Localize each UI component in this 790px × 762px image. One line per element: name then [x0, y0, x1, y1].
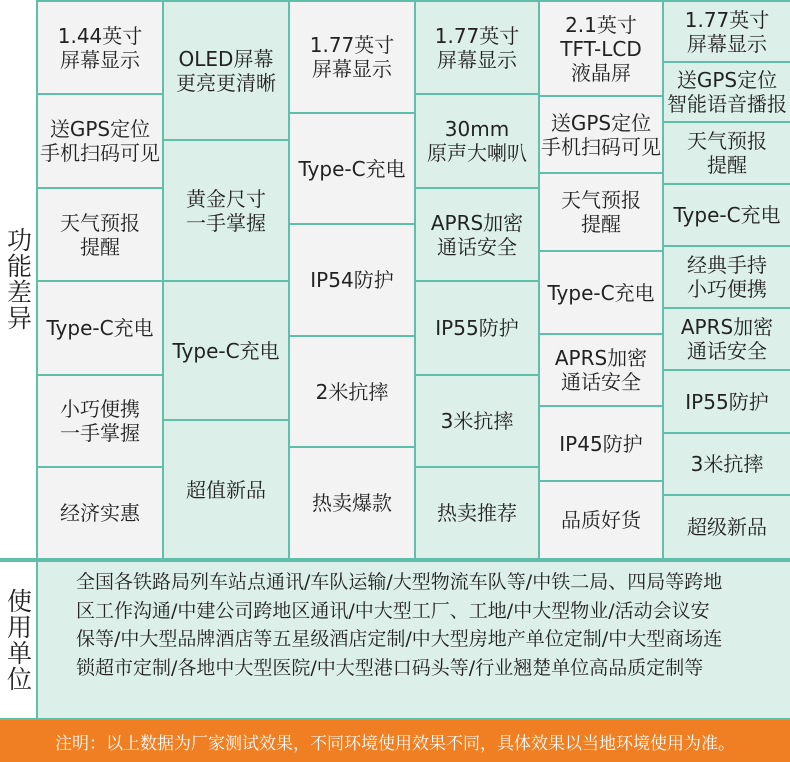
- feature-cell: OLED屏幕 更亮更清晰: [164, 2, 288, 139]
- feature-cell: Type-C充电: [664, 185, 790, 245]
- product-column-4: [416, 0, 538, 558]
- feature-cell: 热卖推荐: [416, 468, 538, 558]
- product-column-2: [164, 0, 288, 558]
- feature-cell: APRS加密 通话安全: [540, 335, 662, 405]
- product-column-1: [38, 0, 162, 558]
- product-column-6: [664, 0, 790, 558]
- feature-cell: APRS加密 通话安全: [416, 189, 538, 280]
- feature-cell: IP55防护: [416, 282, 538, 374]
- feature-cell: APRS加密 通话安全: [664, 309, 790, 369]
- feature-cell: IP45防护: [540, 407, 662, 480]
- features-label: 功能差异: [0, 0, 36, 558]
- feature-cell: 1.77英寸 屏幕显示: [416, 2, 538, 93]
- feature-cell: Type-C充电: [540, 252, 662, 333]
- feature-cell: 小巧便携 一手掌握: [38, 376, 162, 466]
- feature-cell: 1.44英寸 屏幕显示: [38, 2, 162, 93]
- feature-cell: 3米抗摔: [664, 434, 790, 494]
- feature-cell: 1.77英寸 屏幕显示: [664, 2, 790, 61]
- feature-cell: 30mm 原声大喇叭: [416, 95, 538, 187]
- feature-cell: 超值新品: [164, 421, 288, 558]
- disclaimer-note: 注明：以上数据为厂家测试效果，不同环境使用效果不同，具体效果以当地环境使用为准。: [0, 720, 790, 762]
- feature-cell: 经济实惠: [38, 468, 162, 558]
- feature-cell: 1.77英寸 屏幕显示: [290, 2, 414, 112]
- feature-cell: 天气预报 提醒: [540, 174, 662, 250]
- feature-cell: 黄金尺寸 一手掌握: [164, 141, 288, 280]
- feature-cell: 品质好货: [540, 482, 662, 558]
- product-column-5: [540, 0, 662, 558]
- feature-cell: IP54防护: [290, 225, 414, 335]
- feature-cell: Type-C充电: [164, 282, 288, 419]
- feature-cell: 送GPS定位 手机扫码可见: [540, 97, 662, 172]
- feature-cell: Type-C充电: [38, 282, 162, 374]
- feature-cell: Type-C充电: [290, 114, 414, 223]
- feature-cell: 天气预报 提醒: [38, 189, 162, 280]
- users-label: 使用单位: [0, 562, 36, 718]
- feature-cell: 2.1英寸 TFT-LCD 液晶屏: [540, 2, 662, 95]
- usage-text: 全国各铁路局列车站点通讯/车队运输/大型物流车队等/中铁二局、四局等跨地区工作沟通/中建公司跨地区通讯/中大型工厂、工地/中大型物业/活动会议安保等/中大型品牌酒店等五星级酒店定制/中大型房地产单位定制/中大型商场连锁超市定制/各地中大型医院/中大型港口码头等/行业翘楚单位高品质定制等: [76, 571, 723, 679]
- feature-cell: 2米抗摔: [290, 337, 414, 446]
- feature-cell: 热卖爆款: [290, 448, 414, 558]
- feature-cell: 3米抗摔: [416, 376, 538, 466]
- feature-cell: 经典手持 小巧便携: [664, 247, 790, 307]
- feature-cell: IP55防护: [664, 371, 790, 432]
- feature-cell: 送GPS定位 手机扫码可见: [38, 95, 162, 187]
- feature-cell: 超级新品: [664, 496, 790, 558]
- feature-cell: 天气预报 提醒: [664, 123, 790, 183]
- feature-cell: 送GPS定位 智能语音播报: [664, 63, 790, 121]
- product-column-3: [290, 0, 414, 558]
